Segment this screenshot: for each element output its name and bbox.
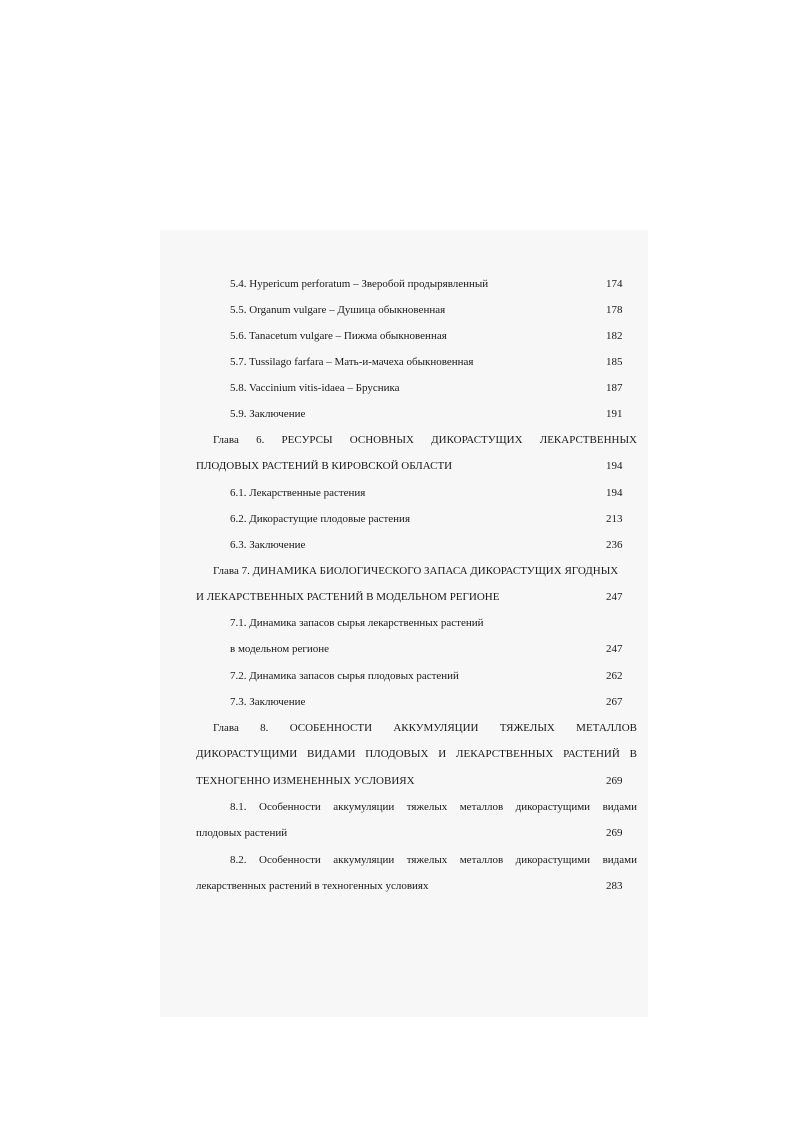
toc-entry-text: 7.2. Динамика запасов сырья плодовых растений	[230, 670, 459, 682]
toc-entry-page: 236	[606, 539, 623, 551]
toc-entry-text: 5.7. Tussilago farfara – Мать-и-мачеха обыкновенная	[230, 356, 474, 368]
toc-entry-text: в модельном регионе	[230, 643, 330, 655]
chapter-heading-line: И ЛЕКАРСТВЕННЫХ РАСТЕНИЙ В МОДЕЛЬНОМ РЕГИОНЕ	[196, 591, 500, 603]
toc-entry-text: 5.4. Hypericum perforatum – Зверобой продырявленный	[230, 278, 489, 290]
toc-entry-text: 8.1. Особенности аккумуляции тяжелых металлов дикорастущими видами	[230, 801, 637, 813]
chapter-heading-line: ПЛОДОВЫХ РАСТЕНИЙ В КИРОВСКОЙ ОБЛАСТИ	[196, 460, 453, 472]
toc-entry-page: 194	[606, 460, 623, 472]
chapter-heading-line: ДИКОРАСТУЩИМИ ВИДАМИ ПЛОДОВЫХ И ЛЕКАРСТВЕННЫХ РАСТЕНИЙ В	[196, 748, 637, 760]
toc-entry-text: 7.3. Заключение	[230, 696, 306, 708]
toc-entry-page: 191	[606, 408, 623, 420]
toc-entry-page: 178	[606, 304, 623, 316]
toc-entry-page: 262	[606, 670, 623, 682]
toc-entry-text: 6.2. Дикорастущие плодовые растения	[230, 513, 411, 525]
toc-entry-page: 185	[606, 356, 623, 368]
toc-entry-page: 194	[606, 487, 623, 499]
toc-entry-page: 182	[606, 330, 623, 342]
chapter-heading-line: ТЕХНОГЕННО ИЗМЕНЕННЫХ УСЛОВИЯХ	[196, 775, 415, 787]
chapter-heading-line: Глава 7. ДИНАМИКА БИОЛОГИЧЕСКОГО ЗАПАСА ДИКОРАСТУЩИХ ЯГОДНЫХ	[213, 565, 619, 577]
toc-entry-text: 5.6. Tanacetum vulgare – Пижма обыкновенная	[230, 330, 447, 342]
chapter-heading-line: Глава 6. РЕСУРСЫ ОСНОВНЫХ ДИКОРАСТУЩИХ ЛЕКАРСТВЕННЫХ	[213, 434, 637, 446]
chapter-heading-line: Глава 8. ОСОБЕННОСТИ АККУМУЛЯЦИИ ТЯЖЕЛЫХ МЕТАЛЛОВ	[213, 722, 637, 734]
toc-entry-page: 269	[606, 775, 623, 787]
toc-entry-text: 5.8. Vaccinium vitis-idaea – Брусника	[230, 382, 400, 394]
toc-entry-page: 283	[606, 880, 623, 892]
toc-entry-page: 269	[606, 827, 623, 839]
toc-entry-text: 8.2. Особенности аккумуляции тяжелых металлов дикорастущими видами	[230, 854, 637, 866]
toc-entry-text: 5.5. Organum vulgare – Душица обыкновенная	[230, 304, 446, 316]
toc-entry-page: 247	[606, 643, 623, 655]
toc-entry-page: 174	[606, 278, 623, 290]
toc-entry-page: 213	[606, 513, 623, 525]
toc-entry-page: 187	[606, 382, 623, 394]
toc-entry-text: плодовых растений	[196, 827, 288, 839]
toc-entry-text: 6.1. Лекарственные растения	[230, 487, 366, 499]
toc-entry-text: лекарственных растений в техногенных условиях	[196, 880, 429, 892]
toc-entry-page: 247	[606, 591, 623, 603]
toc-entry-text: 7.1. Динамика запасов сырья лекарственных растений	[230, 617, 484, 629]
toc-entry-page: 267	[606, 696, 623, 708]
toc-entry-text: 6.3. Заключение	[230, 539, 306, 551]
toc-entry-text: 5.9. Заключение	[230, 408, 306, 420]
